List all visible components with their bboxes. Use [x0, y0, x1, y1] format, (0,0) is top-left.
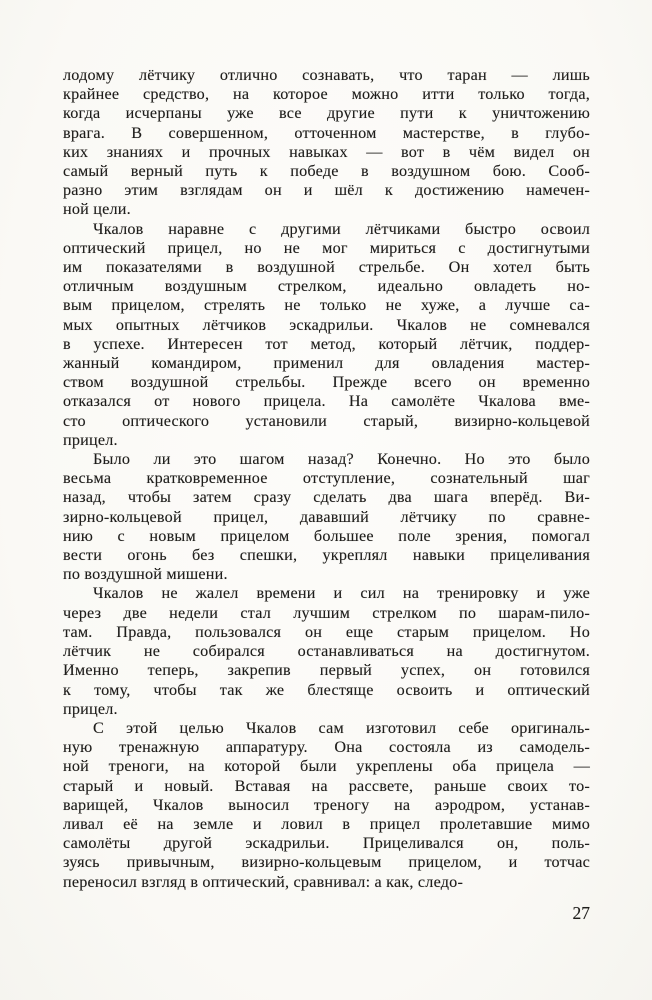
- paragraph: [63, 66, 590, 220]
- text-line: там. Правда, пользовался он еще старым прицелом. Но: [63, 622, 590, 641]
- text-line: ких знаниях и прочных навыках — вот в чём видел он: [63, 142, 590, 161]
- text-line: лодому лётчику отлично сознавать, что таран — лишь: [63, 66, 590, 84]
- text-line: отказался от нового прицела. На самолёте Чкалова вме-: [63, 392, 590, 411]
- text-line: С этой целью Чкалов сам изготовил себе оригиналь-: [93, 718, 590, 737]
- text-line: отличным воздушным стрелком, идеально овладеть но-: [63, 277, 590, 296]
- text-line: самый верный путь к победе в воздушном бою. Сооб-: [63, 162, 590, 181]
- text-line: ной цели.: [63, 200, 131, 219]
- text-line: разно этим взглядам он и шёл к достижению намечен-: [63, 181, 590, 200]
- page-number: 27: [572, 903, 590, 923]
- text-line: ливал её на земле и ловил в прицел пролетавшие мимо: [63, 814, 590, 833]
- text-line: Чкалов не жалел времени и сил на тренировку и уже: [93, 584, 590, 603]
- text-line: в успехе. Интересен тот метод, который лётчик, поддер-: [63, 334, 590, 353]
- text-line: Было ли это шагом назад? Конечно. Но это было: [93, 450, 590, 469]
- text-line: жанный командиром, применил для овладения мастер-: [63, 354, 590, 373]
- text-line: старый и новый. Вставая на рассвете, раньше своих то-: [63, 776, 590, 795]
- text-line: ную тренажную аппаратуру. Она состояла из самодель-: [63, 738, 590, 757]
- text-line: весьма кратковременное отступление, сознательный шаг: [63, 469, 590, 488]
- text-line: назад, чтобы затем сразу сделать два шага вперёд. Ви-: [63, 488, 590, 507]
- text-line: Именно теперь, закрепив первый успех, он готовился: [63, 661, 590, 680]
- text-line: лётчик не собирался останавливаться на достигнутом.: [63, 642, 590, 661]
- text-line: им показателями в воздушной стрельбе. Он хотел быть: [63, 258, 590, 277]
- text-line: варищей, Чкалов выносил треногу на аэродром, устанав-: [63, 795, 590, 814]
- text-line: по воздушной мишени.: [63, 565, 228, 584]
- paragraph: [63, 220, 590, 450]
- text-line: самолёты другой эскадрильи. Прицеливался он, поль-: [63, 834, 590, 853]
- text-line: переносил взгляд в оптический, сравнивал: а как, следо-: [63, 872, 464, 891]
- text-line: крайнее средство, на которое можно итти только тогда,: [63, 85, 590, 104]
- text-line: зирно-кольцевой прицел, дававший лётчику по сравне-: [63, 507, 590, 526]
- text-line: ной треноги, на которой были укреплены оба прицела —: [63, 757, 590, 776]
- text-line: врага. В совершенном, отточенном мастерстве, в глубо-: [63, 123, 590, 142]
- text-line: когда исчерпаны уже все другие пути к уничтожению: [63, 104, 590, 123]
- text-block: [63, 66, 590, 892]
- text-line: ством воздушной стрельбы. Прежде всего он временно: [63, 373, 590, 392]
- text-line: мых опытных лётчиков эскадрильи. Чкалов не сомневался: [63, 315, 590, 334]
- text-line: через две недели стал лучшим стрелком по шарам-пило-: [63, 603, 590, 622]
- text-line: сто оптического установили старый, визирно-кольцевой: [63, 411, 590, 430]
- text-line: прицел.: [63, 699, 118, 718]
- paragraph: [63, 450, 590, 584]
- text-line: прицел.: [63, 430, 118, 449]
- text-line: к тому, чтобы так же блестяще освоить и оптический: [63, 680, 590, 699]
- text-line: Чкалов наравне с другими лётчиками быстро освоил: [93, 219, 590, 238]
- text-line: вым прицелом, стрелять не только не хуже, а лучше са-: [63, 296, 590, 315]
- text-line: вести огонь без спешки, укреплял навыки прицеливания: [63, 546, 590, 565]
- text-line: зуясь привычным, визирно-кольцевым прицелом, и тотчас: [63, 853, 590, 872]
- paragraph: [63, 719, 590, 892]
- paragraph: [63, 584, 590, 718]
- text-line: оптический прицел, но не мог мириться с достигнутыми: [63, 238, 590, 257]
- text-line: нию с новым прицелом большее поле зрения, помогал: [63, 526, 590, 545]
